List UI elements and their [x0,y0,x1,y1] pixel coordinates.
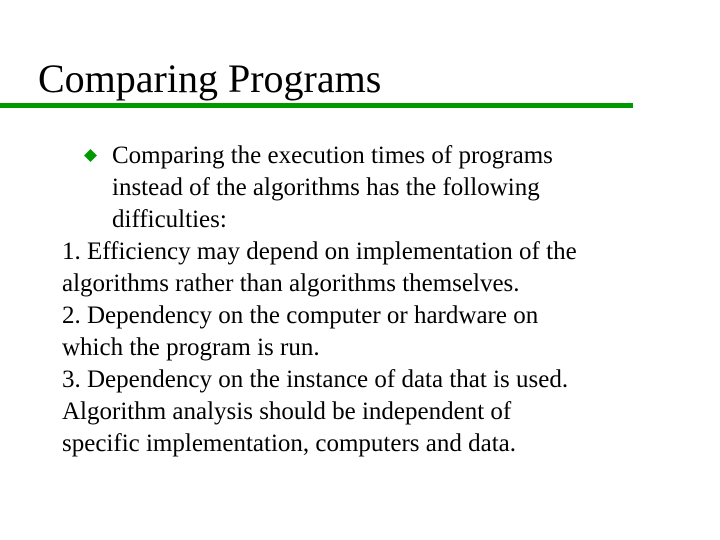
item-2-line-2: which the program is run. [62,334,320,361]
diamond-bullet-icon [84,149,97,162]
conclusion-line-2: specific implementation, computers and data. [62,430,517,457]
slide-title: Comparing Programs [38,56,382,101]
bullet-line-2: instead of the algorithms has the following [112,174,540,201]
numbered-item-2 [62,300,712,364]
numbered-item-3 [62,364,712,396]
numbered-item-1 [62,236,712,300]
conclusion-line-1: Algorithm analysis should be independent of [62,398,512,425]
item-1-line-1: 1. Efficiency may depend on implementation of the [62,238,577,265]
title-underline [0,103,633,108]
item-3-line-1: 3. Dependency on the instance of data that is used. [62,366,569,393]
conclusion-paragraph [62,396,712,460]
item-1-line-2: algorithms rather than algorithms themselves. [62,270,520,297]
bullet-line-1: Comparing the execution times of programs [112,142,553,169]
bullet-paragraph [87,140,712,236]
item-2-line-1: 2. Dependency on the computer or hardware on [62,302,539,329]
slide-body [62,140,712,460]
bullet-line-3: difficulties: [112,206,227,233]
